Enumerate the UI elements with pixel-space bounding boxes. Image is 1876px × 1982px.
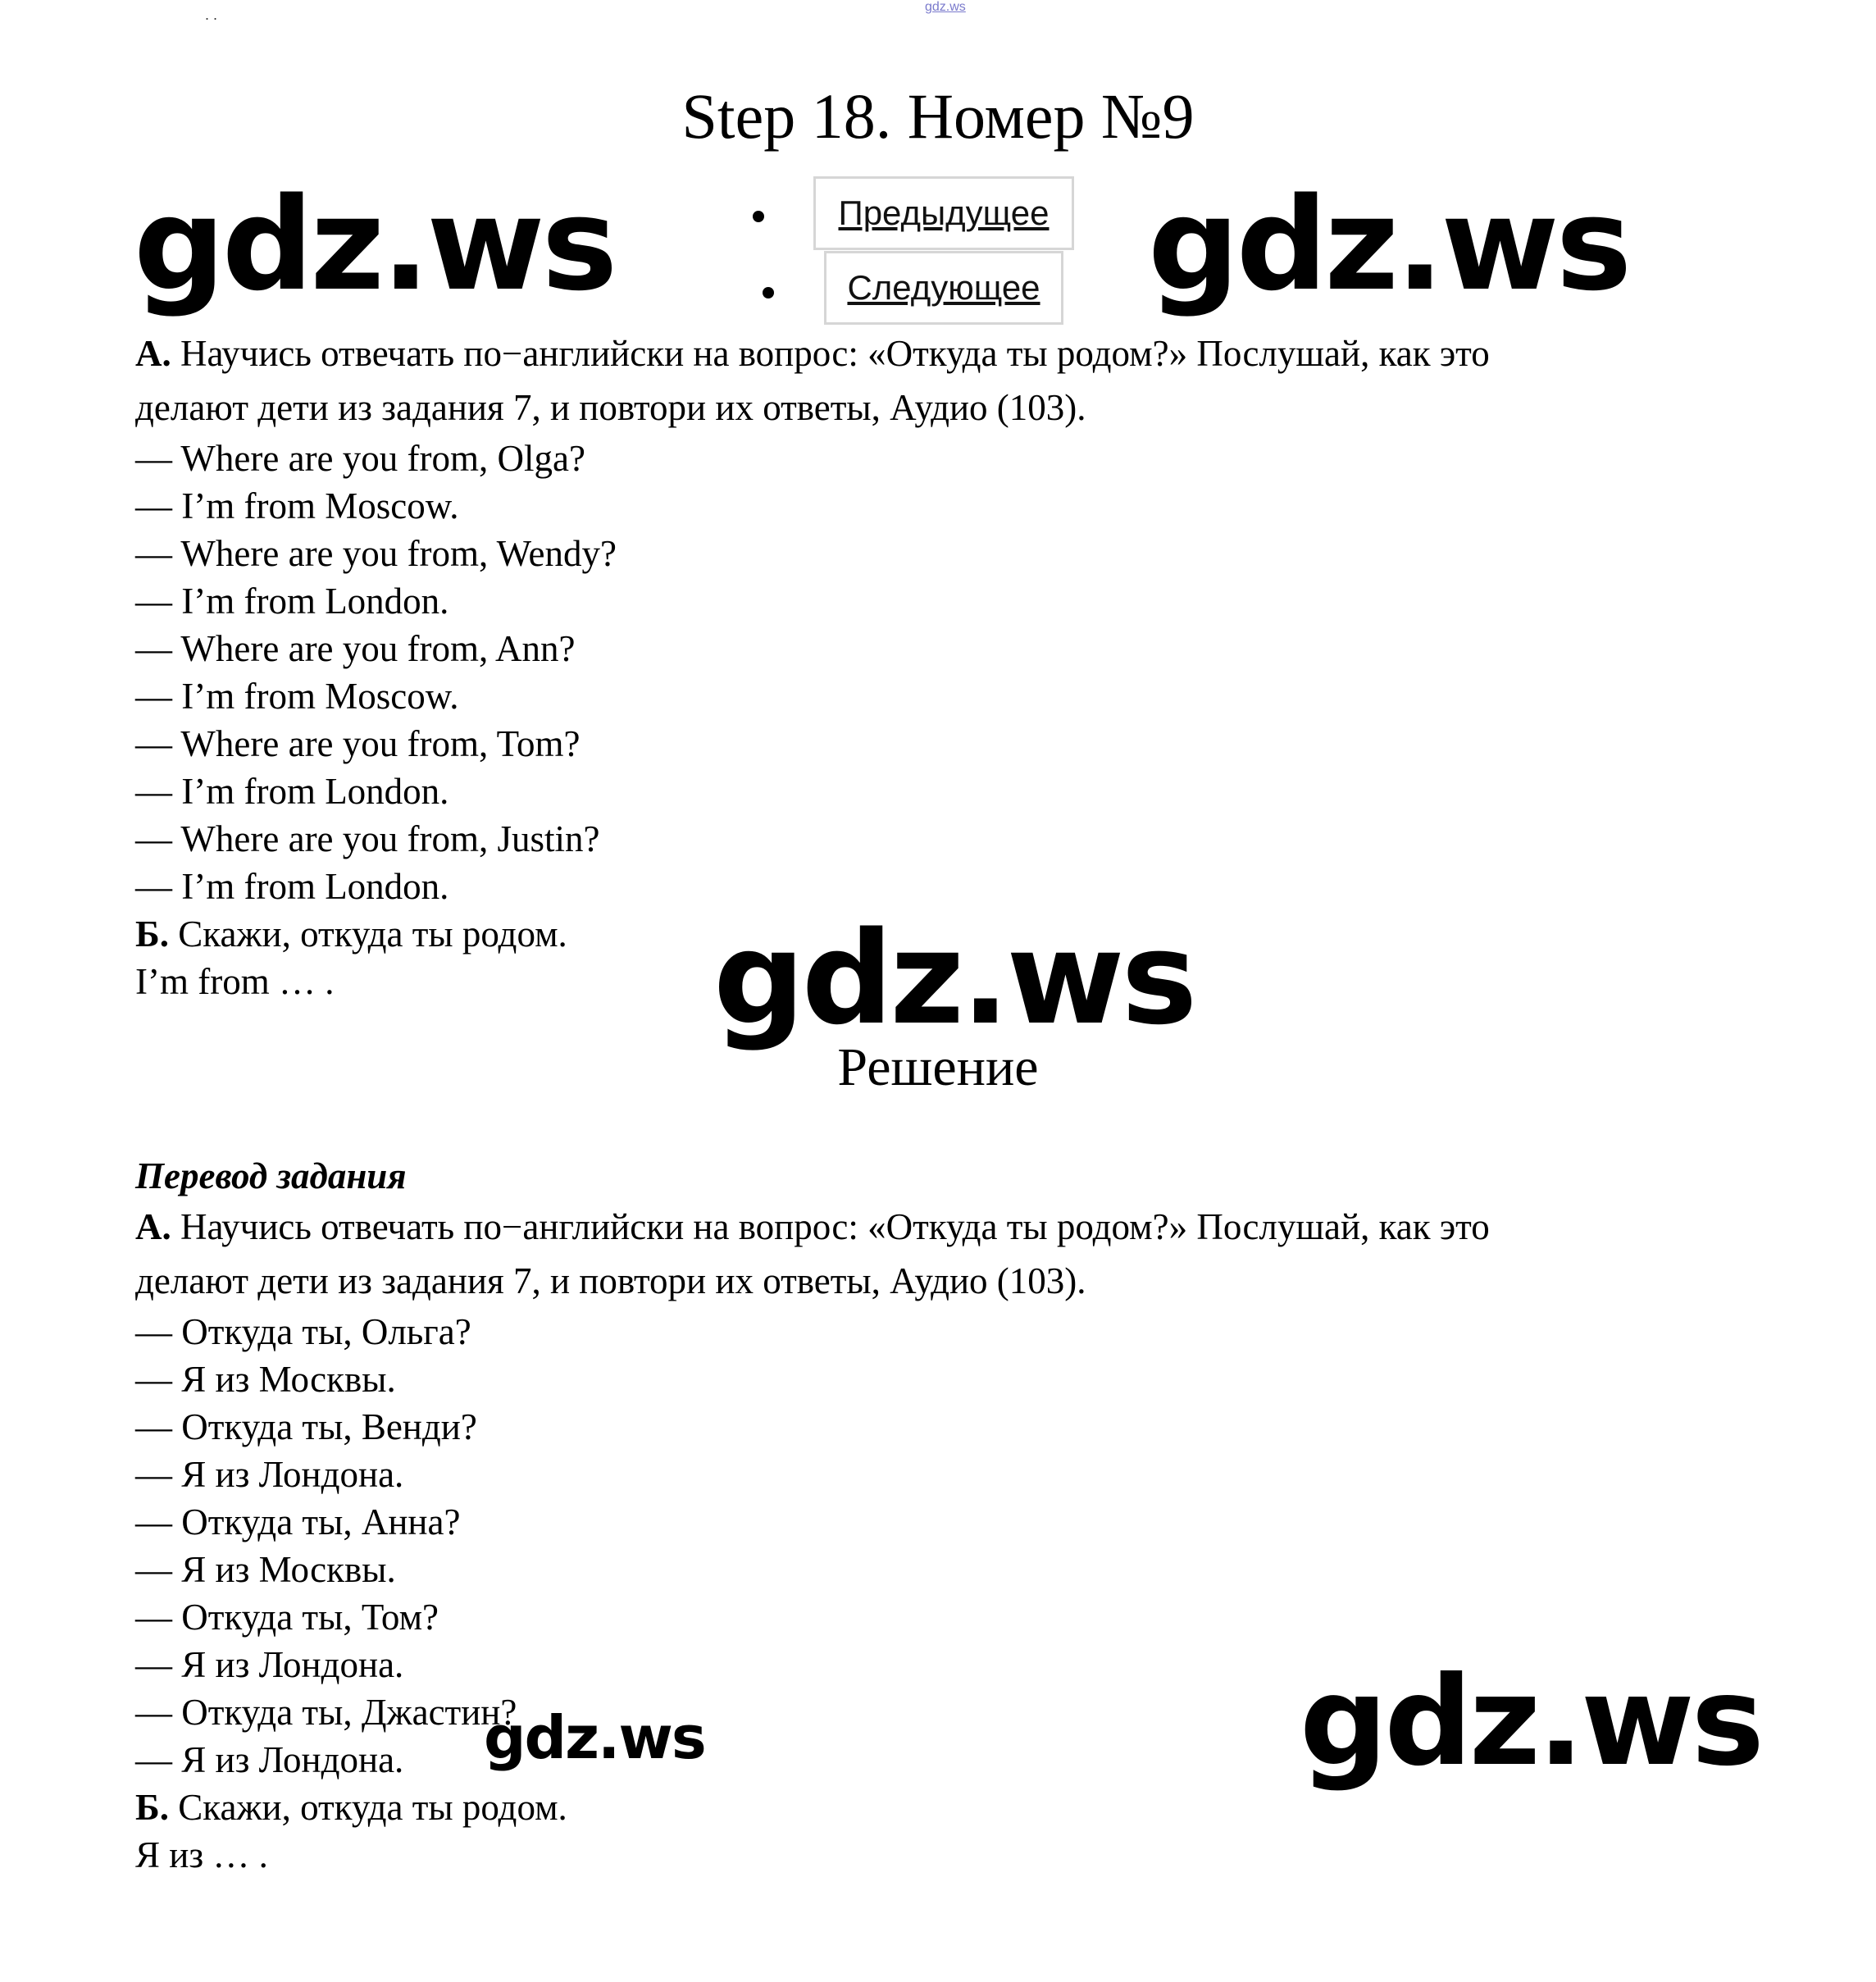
translation-b-line (135, 1784, 1490, 1831)
list-bullet-icon (763, 287, 774, 298)
list-bullet-icon (753, 211, 764, 222)
translation-a-line2: делают дети из задания 7, и повтори их ответы, Аудио (103). (135, 1260, 1086, 1301)
solution-heading: Решение (837, 1037, 1039, 1097)
translation-b-answer: Я из … . (135, 1834, 268, 1875)
translation-block (135, 1152, 1490, 1879)
watermark-logo: gdz.ws (134, 170, 615, 319)
watermark-logo: gdz.ws (1148, 170, 1629, 319)
dialog-line: — Я из Лондона. (135, 1644, 404, 1685)
dialog-line: — I’m from London. (135, 866, 449, 907)
dialog-line: — Я из Лондона. (135, 1454, 404, 1495)
task-a-text: Научись отвечать по−английски на вопрос: «Откуда ты родом?» Послушай, как это (171, 333, 1490, 374)
corner-marks: . . (205, 7, 218, 23)
previous-button[interactable]: Предыдущее (813, 176, 1074, 250)
next-button[interactable]: Следующее (824, 251, 1063, 325)
dialog-line: — Откуда ты, Том? (135, 1597, 439, 1638)
dialog-line: — Where are you from, Justin? (135, 818, 600, 859)
dialog-line: — Я из Москвы. (135, 1359, 396, 1400)
task-b-label: Б. (135, 914, 170, 955)
watermark-logo: gdz.ws (713, 904, 1195, 1053)
site-link-top[interactable]: gdz.ws (925, 0, 966, 14)
translation-a-text: Научись отвечать по−английски на вопрос: «Откуда ты родом?» Послушай, как это (171, 1206, 1490, 1247)
translation-b-text: Скажи, откуда ты родом. (169, 1787, 567, 1828)
dialog-line: — Where are you from, Tom? (135, 723, 581, 764)
dialog-line: — I’m from London. (135, 581, 449, 622)
watermark-logo: gdz.ws (484, 1703, 705, 1772)
task-a-line1 (135, 326, 1490, 380)
dialog-line: — Откуда ты, Джастин? (135, 1692, 517, 1733)
translation-a-label: А. (135, 1206, 171, 1247)
dialog-line: — I’m from Moscow. (135, 485, 459, 526)
translation-a-line1 (135, 1200, 1490, 1254)
dialog-line: — Where are you from, Ann? (135, 628, 576, 669)
dialog-line: — I’m from Moscow. (135, 676, 459, 717)
task-a-line2: делают дети из задания 7, и повтори их ответы, Аудио (103). (135, 387, 1086, 428)
dialog-line: — Откуда ты, Ольга? (135, 1311, 471, 1352)
dialog-line: — Where are you from, Wendy? (135, 533, 617, 574)
dialog-line: — Я из Лондона. (135, 1739, 404, 1780)
dialog-line: — I’m from London. (135, 771, 449, 812)
dialog-line: — Я из Москвы. (135, 1549, 396, 1590)
watermark-logo: gdz.ws (1300, 1651, 1761, 1793)
dialog-line: — Откуда ты, Анна? (135, 1501, 461, 1542)
translation-b-label: Б. (135, 1787, 170, 1828)
task-b-text: Скажи, откуда ты родом. (169, 914, 567, 955)
dialog-line: — Where are you from, Olga? (135, 438, 585, 479)
translation-heading: Перевод задания (135, 1155, 407, 1196)
task-a-label: А. (135, 333, 171, 374)
task-b-answer: I’m from … . (135, 961, 335, 1002)
page-title: Step 18. Номер №9 (681, 80, 1195, 152)
dialog-line: — Откуда ты, Венди? (135, 1406, 477, 1447)
